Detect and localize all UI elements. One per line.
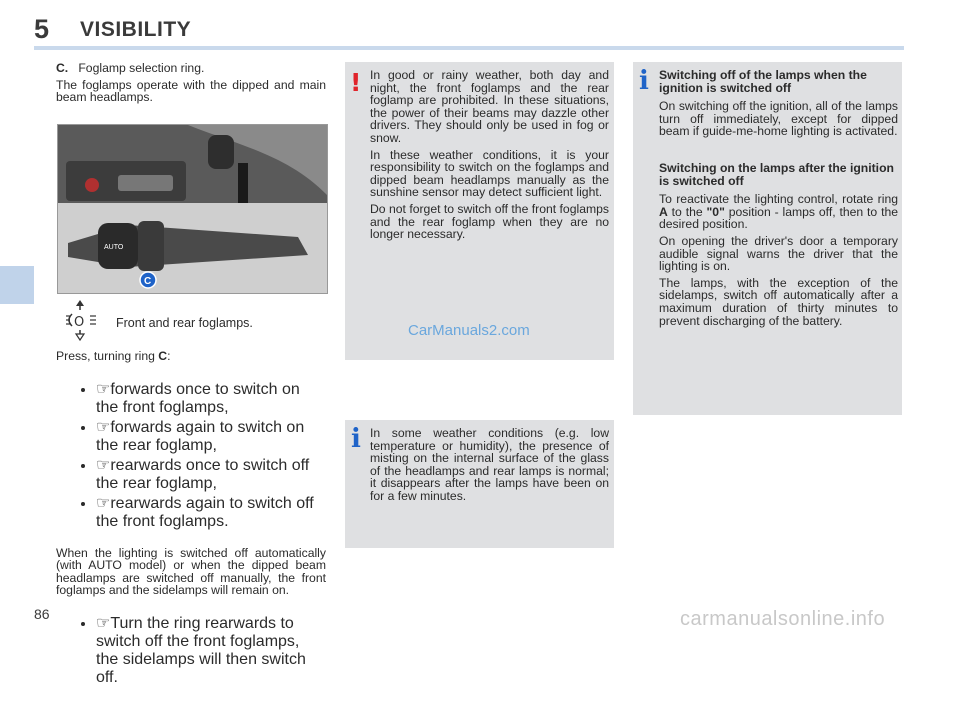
lamps-info-text	[659, 69, 898, 331]
left-column-instructions	[56, 350, 326, 703]
bullet-text: forwards again to switch on the rear foglamp,	[96, 418, 305, 454]
warning-box	[345, 62, 614, 360]
list-item	[96, 379, 326, 417]
chapter-side-tab	[0, 266, 34, 304]
warning-paragraph: In good or rainy weather, both day and night, the front foglamps and the rear foglamp are prohibited. In these situations, the power of their beams may dazzle other drivers. They should only be used in fog or snow.	[370, 68, 609, 145]
foglamp-ring-caption	[56, 62, 326, 75]
info-box	[345, 420, 614, 548]
bullet-text: rearwards once to switch off the rear foglamp,	[96, 456, 310, 492]
ring-label: A	[659, 204, 668, 219]
text-run: To reactivate the lighting control, rotate ring	[659, 192, 898, 207]
position-label: "0"	[706, 204, 725, 219]
figure-label-auto: AUTO	[104, 244, 124, 251]
list-item	[96, 493, 326, 531]
pointing-hand-icon: ☞	[96, 614, 111, 632]
section-heading: Switching off of the lamps when the ignition is switched off	[659, 68, 867, 95]
front-rear-foglamp-icon	[64, 298, 104, 344]
label-c-text: Foglamp selection ring.	[78, 61, 205, 75]
pointing-hand-icon: ☞	[96, 380, 111, 398]
info-icon: i	[351, 424, 361, 454]
ring-bullets	[56, 379, 326, 531]
text-run: to the	[667, 204, 707, 219]
chapter-title: VISIBILITY	[80, 18, 192, 41]
section-heading: Switching on the lamps after the ignition is switched off	[659, 160, 894, 188]
warning-text	[370, 69, 609, 245]
warning-icon: !	[350, 68, 362, 97]
press-ring: C	[158, 349, 168, 363]
figure-label-c: C	[144, 276, 152, 287]
list-item	[96, 613, 326, 687]
left-column-intro	[56, 62, 326, 104]
lighting-stalk-figure	[57, 124, 328, 294]
foglamp-symbol-label: Front and rear foglamps.	[116, 316, 253, 330]
info-text	[370, 427, 609, 507]
foglamp-symbol-row	[64, 298, 326, 344]
warning-paragraph: Do not forget to switch off the front foglamps and the rear foglamp when they are no longer necessary.	[370, 201, 609, 242]
info-icon: i	[639, 66, 649, 96]
list-item	[96, 417, 326, 455]
lamps-info-box	[633, 62, 902, 415]
list-item	[96, 455, 326, 493]
bullet-text: Turn the ring rearwards to switch off the front foglamps, the sidelamps will then switch off.	[96, 614, 306, 686]
text-run: position - lamps off, then to the desired position.	[659, 204, 899, 232]
press-instruction	[56, 350, 326, 363]
pointing-hand-icon: ☞	[96, 456, 111, 474]
info-paragraph: The lamps, with the exception of the sidelamps, switch off automatically after a maximum duration of thirty minutes to prevent discharging of the battery.	[659, 275, 898, 328]
watermark-text: CarManuals2.com	[408, 322, 530, 339]
label-c: C.	[56, 61, 69, 75]
warning-paragraph: In these weather conditions, it is your responsibility to switch on the foglamps and dipped beam headlamps manually as the sunshine sensor may detect sufficient light.	[370, 147, 609, 200]
intro-text: The foglamps operate with the dipped and main beam headlamps.	[56, 77, 326, 105]
info-paragraph: On opening the driver's door a temporary audible signal warns the driver that the lighting is on.	[659, 233, 898, 274]
press-suffix: :	[167, 349, 171, 363]
pointing-hand-icon: ☞	[96, 418, 111, 436]
pointing-hand-icon: ☞	[96, 494, 111, 512]
chapter-number: 5	[34, 14, 50, 44]
press-prefix: Press, turning ring	[56, 349, 159, 363]
stalk-illustration	[58, 125, 327, 293]
footer-watermark: carmanualsonline.info	[680, 608, 886, 630]
switch-off-bullets	[56, 613, 326, 687]
page-number: 86	[34, 606, 50, 622]
svg-text:O: O	[74, 315, 85, 330]
info-paragraph	[659, 193, 898, 231]
info-paragraph: On switching off the ignition, all of the lamps turn off immediately, except for dipped beam if guide-me-home lighting is activated.	[659, 99, 898, 139]
bullet-text: forwards once to switch on the front foglamps,	[96, 380, 300, 416]
info-paragraph: In some weather conditions (e.g. low temperature or humidity), the presence of misting on the internal surface of the glass of the headlamps and rear lamps is normal; it disappears after the lamps have been on for a few minutes.	[370, 426, 609, 503]
header-rule	[34, 46, 904, 50]
auto-lighting-note: When the lighting is switched off automatically (with AUTO model) or when the dipped beam headlamps are switched off manually, the front foglamps and the sidelamps will remain on.	[56, 545, 326, 598]
bullet-text: rearwards again to switch off the front foglamps.	[96, 494, 314, 530]
